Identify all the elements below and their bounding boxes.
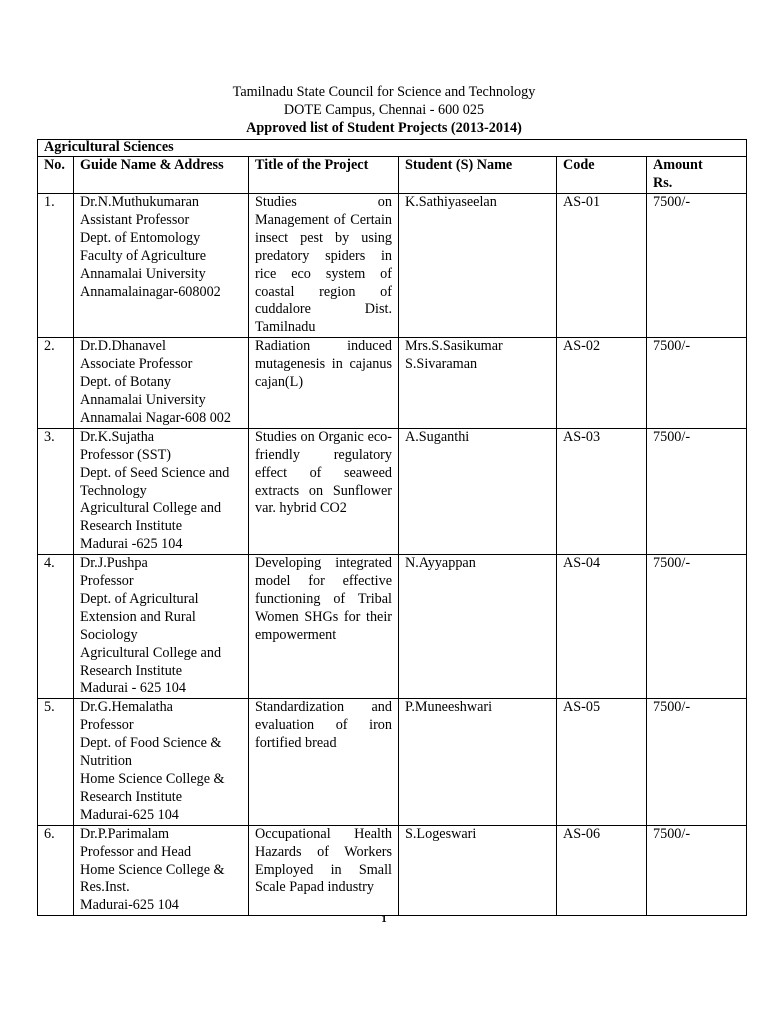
cell-amount: 7500/-: [647, 194, 747, 338]
cell-guide: [74, 555, 249, 699]
section-row: [38, 140, 747, 157]
table-row: [38, 338, 747, 429]
cell-code: AS-01: [557, 194, 647, 338]
table-row: [38, 699, 747, 825]
project-title: Occupational Health Hazards of Workers Employed in Small Scale Papad industry: [255, 825, 392, 896]
cell-no: 3.: [38, 428, 74, 554]
guide-line: Dr.D.Dhanavel: [80, 338, 166, 355]
col-header-title: Title of the Project: [249, 157, 399, 194]
guide-line: Annamalainagar-608002: [80, 283, 221, 300]
guide-line: Dr.P.Parimalam: [80, 825, 170, 842]
guide-line: Professor (SST): [80, 446, 172, 463]
guide-line: Dept. of Seed Science and Technology: [80, 464, 230, 499]
student-name: A.Suganthi: [405, 428, 470, 445]
cell-code: AS-04: [557, 555, 647, 699]
section-title: Agricultural Sciences: [38, 140, 747, 157]
cell-code: AS-03: [557, 428, 647, 554]
cell-no: 2.: [38, 338, 74, 429]
cell-no: 5.: [38, 699, 74, 825]
guide-line: Annamalai Nagar-608 002: [80, 409, 231, 426]
col-header-student: Student (S) Name: [399, 157, 557, 194]
guide-line: Madurai-625 104: [80, 897, 179, 914]
cell-no: 1.: [38, 194, 74, 338]
cell-no: 4.: [38, 555, 74, 699]
project-title: Developing integrated model for effective functioning of Tribal Women SHGs for their empowerment: [255, 555, 392, 643]
cell-amount: 7500/-: [647, 338, 747, 429]
project-title: Radiation induced mutagenesis in cajanus cajan(L): [255, 338, 392, 391]
guide-line: Dept. of Botany: [80, 374, 172, 391]
project-title: Studies on Organic eco-friendly regulatory effect of seaweed extracts on Sunflower var. hybrid CO2: [255, 428, 392, 517]
document-title: Approved list of Student Projects (2013-2014): [246, 120, 522, 136]
cell-student: [399, 428, 557, 554]
guide-line: Annamalai University: [80, 391, 206, 408]
guide-line: Madurai -625 104: [80, 536, 183, 553]
cell-student: [399, 825, 557, 916]
guide-line: Madurai - 625 104: [80, 680, 186, 697]
cell-amount: 7500/-: [647, 699, 747, 825]
student-name: S.Logeswari: [405, 825, 477, 842]
guide-line: Professor and Head: [80, 843, 192, 860]
col-header-amount-line2: Rs.: [653, 174, 673, 191]
table-row: [38, 825, 747, 916]
project-title: Standardization and evaluation of iron fortified bread: [255, 699, 392, 752]
guide-line: Dr.K.Sujatha: [80, 428, 155, 445]
cell-student: [399, 338, 557, 429]
student-name: S.Sivaraman: [405, 356, 478, 373]
header-row: [38, 157, 747, 194]
page-number: 1: [381, 913, 387, 925]
table-row: [38, 194, 747, 338]
cell-title: [249, 338, 399, 429]
guide-line: Dr.G.Hemalatha: [80, 699, 173, 716]
col-header-amount-line1: Amount: [653, 157, 703, 173]
col-header-no: No.: [38, 157, 74, 194]
guide-line: Dept. of Food Science & Nutrition: [80, 735, 222, 770]
council-address: DOTE Campus, Chennai - 600 025: [283, 102, 485, 118]
guide-line: Dr.N.Muthukumaran: [80, 194, 199, 210]
guide-line: Home Science College & Res.Inst.: [80, 861, 225, 896]
cell-title: [249, 428, 399, 554]
cell-amount: 7500/-: [647, 555, 747, 699]
student-name: K.Sathiyaseelan: [405, 194, 497, 210]
cell-amount: 7500/-: [647, 825, 747, 916]
student-name: Mrs.S.Sasikumar: [405, 338, 503, 355]
guide-line: Dept. of Agricultural Extension and Rural Sociology: [80, 590, 199, 643]
cell-guide: [74, 428, 249, 554]
col-header-guide: Guide Name & Address: [74, 157, 249, 194]
cell-guide: [74, 825, 249, 916]
student-name: N.Ayyappan: [405, 555, 476, 572]
cell-amount: 7500/-: [647, 428, 747, 554]
student-name: P.Muneeshwari: [405, 699, 493, 716]
cell-code: AS-05: [557, 699, 647, 825]
cell-title: [249, 555, 399, 699]
cell-no: 6.: [38, 825, 74, 916]
projects-table: [37, 139, 747, 916]
cell-student: [399, 699, 557, 825]
col-header-code: Code: [557, 157, 647, 194]
project-title: Studies on Management of Certain insect pest by using predatory spiders in rice eco system of coastal region of cuddalore Dist. Tamilnadu: [255, 194, 392, 336]
guide-line: Professor: [80, 573, 134, 590]
cell-guide: [74, 194, 249, 338]
guide-line: Annamalai University: [80, 265, 206, 282]
guide-line: Faculty of Agriculture: [80, 247, 207, 264]
cell-guide: [74, 699, 249, 825]
cell-code: AS-02: [557, 338, 647, 429]
guide-line: Dr.J.Pushpa: [80, 555, 148, 572]
guide-line: Dept. of Entomology: [80, 229, 201, 246]
guide-line: Home Science College & Research Institute: [80, 771, 225, 805]
cell-student: [399, 194, 557, 338]
guide-line: Madurai-625 104: [80, 806, 179, 823]
cell-student: [399, 555, 557, 699]
cell-title: [249, 699, 399, 825]
table-row: [38, 555, 747, 699]
cell-title: [249, 825, 399, 916]
guide-line: Professor: [80, 717, 134, 734]
guide-line: Associate Professor: [80, 356, 193, 373]
cell-title: [249, 194, 399, 338]
table-row: [38, 428, 747, 554]
council-name: Tamilnadu State Council for Science and Technology: [232, 84, 536, 100]
guide-line: Agricultural College and Research Institute: [80, 644, 222, 679]
cell-guide: [74, 338, 249, 429]
document-header: [0, 83, 768, 137]
col-header-amount: [647, 157, 747, 194]
guide-line: Agricultural College and Research Institute: [80, 500, 222, 535]
guide-line: Assistant Professor: [80, 211, 190, 228]
cell-code: AS-06: [557, 825, 647, 916]
